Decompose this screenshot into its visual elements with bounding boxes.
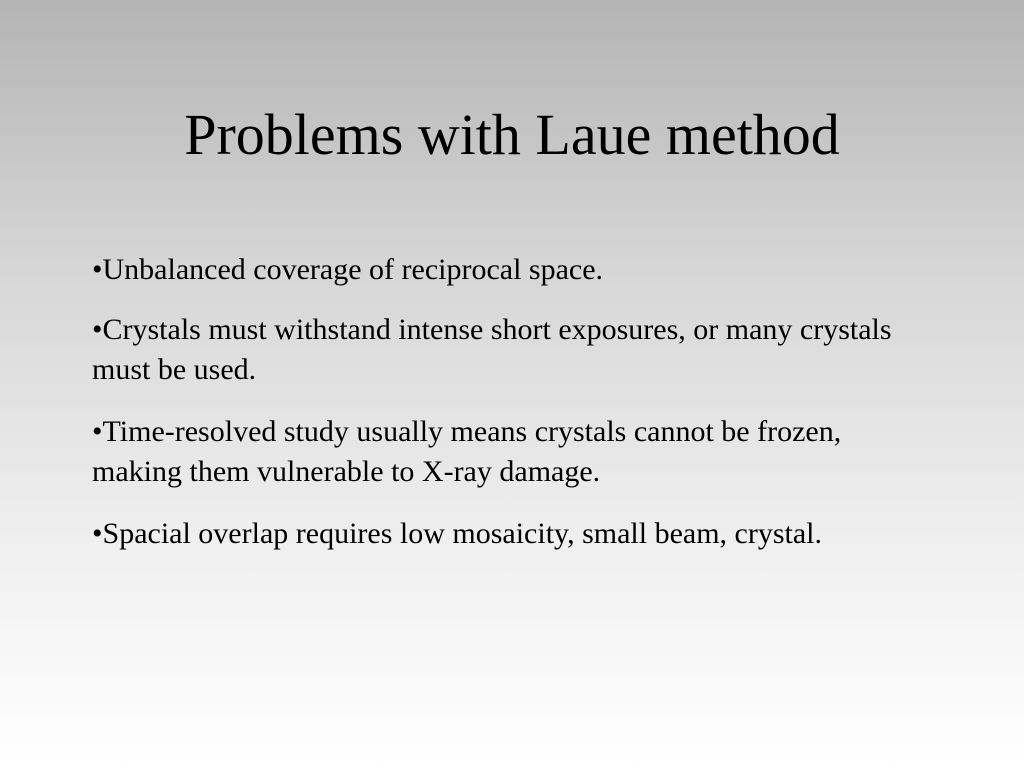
bullet-item: •Unbalanced coverage of reciprocal space.	[92, 253, 604, 286]
bullet-list	[92, 250, 912, 576]
bullet-item: •Crystals must withstand intense short exposures, or many crystals must be used.	[92, 313, 892, 386]
bullet-item: •Time-resolved study usually means crystals cannot be frozen, making them vulnerable to X-ray damage.	[92, 415, 842, 488]
slide-title: Problems with Laue method	[184, 102, 840, 167]
bullet-item: •Spacial overlap requires low mosaicity, small beam, crystal.	[92, 517, 823, 550]
